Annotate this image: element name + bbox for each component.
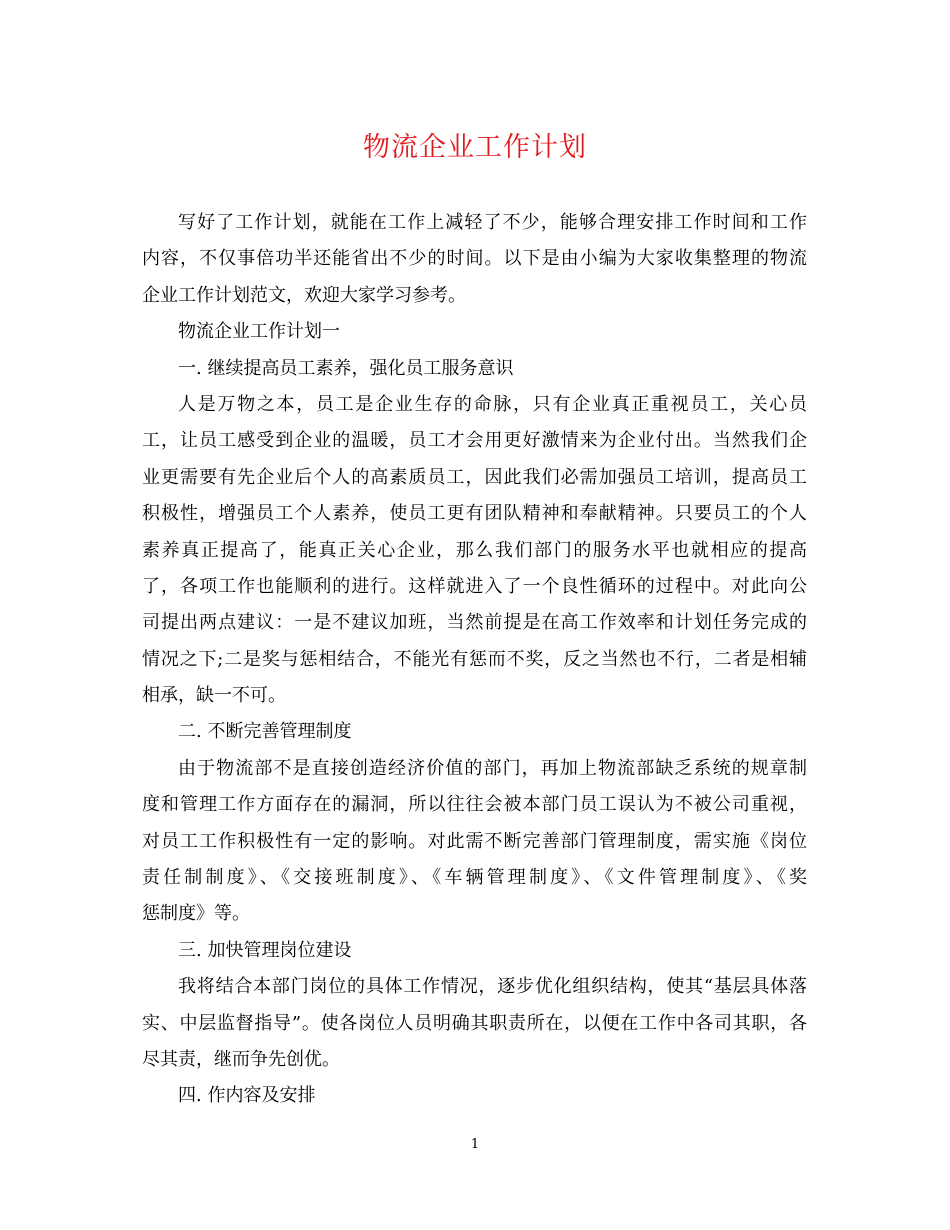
text-line: 度和管理工作方面存在的漏洞，所以往往会被本部门员工误认为不被公司重视， (142, 794, 807, 816)
text-line: 我将结合本部门岗位的具体工作情况，逐步优化组织结构，使其“基层具体落 (178, 976, 807, 998)
text-line: 尽其责，继而争先创优。 (142, 1048, 340, 1070)
text-line: 四. 作内容及安排 (178, 1085, 316, 1107)
text-line: 二. 不断完善管理制度 (178, 721, 352, 743)
document-title: 物流企业工作计划 (363, 132, 587, 163)
page-number: 1 (470, 1137, 480, 1152)
text-line: 人是万物之本，员工是企业生存的命脉，只有企业真正重视员工，关心员 (178, 393, 807, 415)
text-line: 相承，缺一不可。 (142, 685, 286, 707)
text-line: 三. 加快管理岗位建设 (178, 939, 352, 961)
text-line: 惩制度》等。 (142, 903, 250, 925)
text-line: 实、中层监督指导”。使各岗位人员明确其职责所在，以便在工作中各司其职，各 (142, 1012, 807, 1034)
document-body (142, 205, 807, 1115)
text-line: 情况之下;二是奖与惩相结合，不能光有惩而不奖，反之当然也不行，二者是相辅 (142, 648, 807, 670)
text-line: 写好了工作计划，就能在工作上减轻了不少，能够合理安排工作时间和工作 (178, 212, 807, 233)
text-line: 了，各项工作也能顺利的进行。这样就进入了一个良性循环的过程中。对此向公 (142, 575, 807, 597)
text-line: 素养真正提高了，能真正关心企业，那么我们部门的服务水平也就相应的提高 (142, 539, 807, 561)
text-line: 由于物流部不是直接创造经济价值的部门，再加上物流部缺乏系统的规章制 (178, 757, 807, 779)
text-line: 工，让员工感受到企业的温暖，员工才会用更好激情来为企业付出。当然我们企 (142, 430, 807, 452)
text-line: 责任制制度》、《交接班制度》、《车辆管理制度》、《文件管理制度》、《奖 (142, 867, 807, 889)
text-line: 企业工作计划范文，欢迎大家学习参考。 (142, 284, 466, 306)
text-line: 对员工工作积极性有一定的影响。对此需不断完善部门管理制度，需实施《岗位 (142, 830, 807, 852)
text-line: 一. 继续提高员工素养，强化员工服务意识 (178, 357, 514, 379)
text-line: 物流企业工作计划一 (178, 321, 340, 343)
text-line: 积极性，增强员工个人素养，使员工更有团队精神和奉献精神。只要员工的个人 (142, 503, 807, 525)
text-line: 内容，不仅事倍功半还能省出不少的时间。以下是由小编为大家收集整理的物流 (142, 248, 807, 270)
text-line: 业更需要有先企业后个人的高素质员工，因此我们必需加强员工培训，提高员工 (142, 466, 807, 488)
text-line: 司提出两点建议：一是不建议加班，当然前提是在高工作效率和计划任务完成的 (142, 612, 807, 634)
